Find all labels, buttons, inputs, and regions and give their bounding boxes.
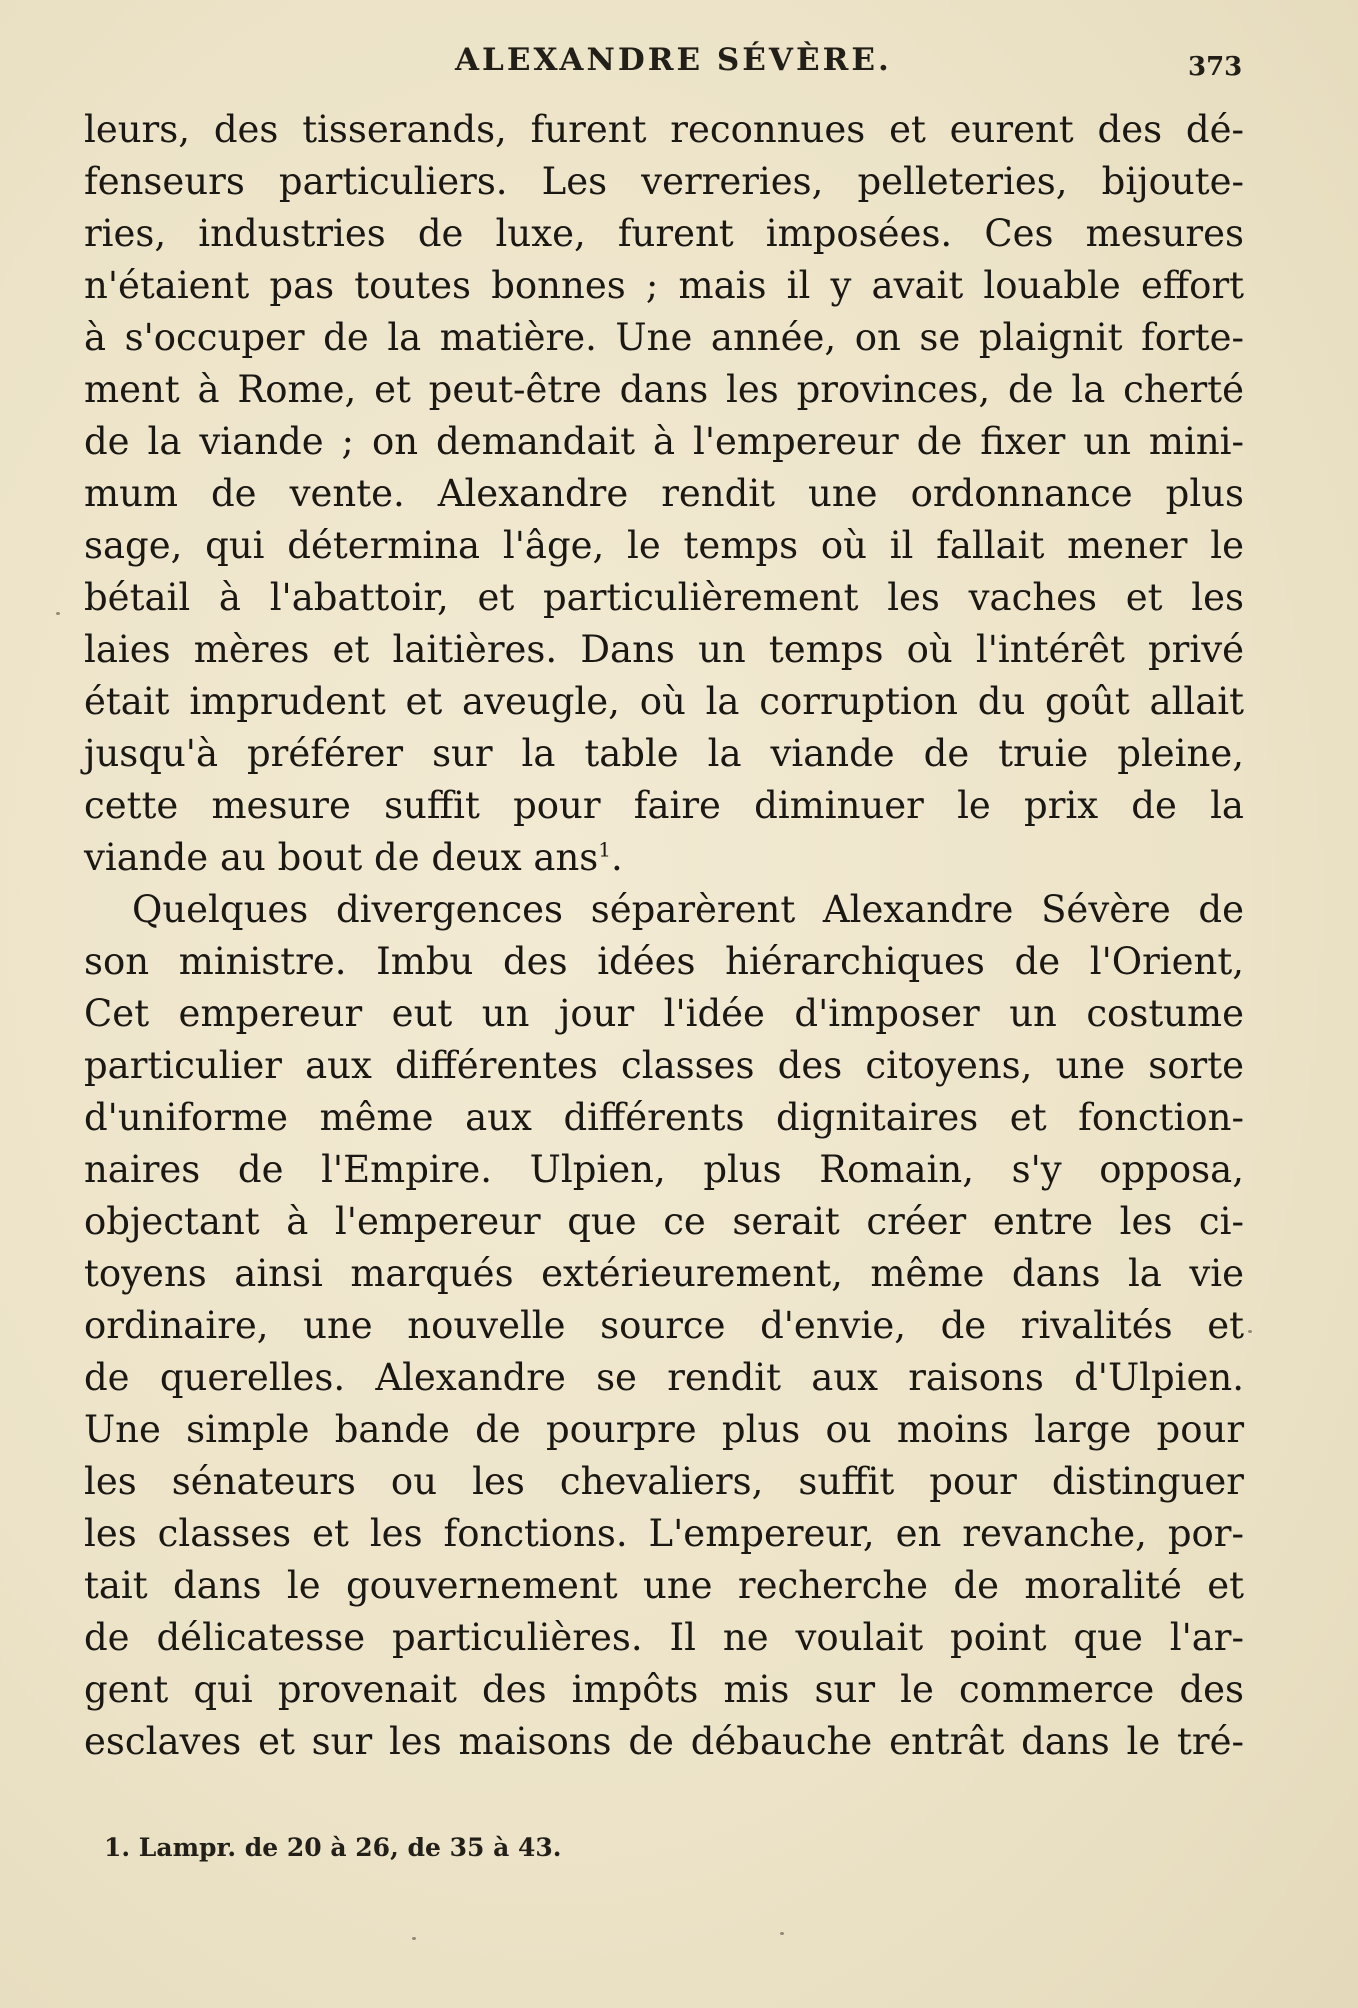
paper-speck: [56, 612, 60, 615]
text-line: naires de l'Empire. Ulpien, plus Romain, s'y opposa,: [84, 1148, 1244, 1191]
footnote: 1. Lampr. de 20 à 26, de 35 à 43.: [104, 1833, 562, 1862]
text-line: Cet empereur eut un jour l'idée d'imposer un costume: [84, 992, 1244, 1035]
page-header: [0, 42, 1358, 92]
paper-speck: [780, 1932, 784, 1935]
text-line: de querelles. Alexandre se rendit aux raisons d'Ulpien.: [84, 1356, 1244, 1399]
text-line: particulier aux différentes classes des citoyens, une sorte: [84, 1044, 1244, 1087]
text-line: esclaves et sur les maisons de débauche entrât dans le tré-: [84, 1720, 1244, 1763]
text-line: son ministre. Imbu des idées hiérarchiques de l'Orient,: [84, 940, 1244, 983]
text-line: les sénateurs ou les chevaliers, suffit pour distinguer: [84, 1460, 1244, 1503]
text-line: jusqu'à préférer sur la table la viande de truie pleine,: [84, 732, 1244, 775]
paragraph-start-line: Quelques divergences séparèrent Alexandre Sévère de: [132, 888, 1244, 931]
text-line: était imprudent et aveugle, où la corruption du goût allait: [84, 680, 1244, 723]
page-number: 373: [1188, 52, 1243, 82]
body-text: [84, 104, 1244, 1768]
text-line: toyens ainsi marqués extérieurement, même dans la vie: [84, 1252, 1244, 1295]
text-line: de délicatesse particulières. Il ne voulait point que l'ar-: [84, 1616, 1244, 1659]
text-line: bétail à l'abattoir, et particulièrement les vaches et les: [84, 576, 1244, 619]
text-line: leurs, des tisserands, furent reconnues et eurent des dé-: [84, 108, 1244, 151]
text-line: ment à Rome, et peut-être dans les provinces, de la cherté: [84, 368, 1244, 411]
text-line: ordinaire, une nouvelle source d'envie, de rivalités et: [84, 1304, 1244, 1347]
text-line: tait dans le gouvernement une recherche de moralité et: [84, 1564, 1244, 1607]
footnote-reference: 1: [598, 837, 612, 862]
text-line: mum de vente. Alexandre rendit une ordonnance plus: [84, 472, 1244, 515]
text-line: Une simple bande de pourpre plus ou moins large pour: [84, 1408, 1244, 1451]
text-line-content: viande au bout de deux ans: [84, 836, 599, 879]
text-line: ries, industries de luxe, furent imposées. Ces mesures: [84, 212, 1244, 255]
running-title: ALEXANDRE SÉVÈRE.: [455, 42, 892, 78]
text-line: fenseurs particuliers. Les verreries, pelleteries, bijoute-: [84, 160, 1244, 203]
text-line: de la viande ; on demandait à l'empereur de fixer un mini-: [84, 420, 1244, 463]
text-line: les classes et les fonctions. L'empereur, en revanche, por-: [84, 1512, 1244, 1555]
text-line: gent qui provenait des impôts mis sur le commerce des: [84, 1668, 1244, 1711]
text-line: cette mesure suffit pour faire diminuer le prix de la: [84, 784, 1244, 827]
text-line: n'étaient pas toutes bonnes ; mais il y avait louable effort: [84, 264, 1244, 307]
text-line: à s'occuper de la matière. Une année, on se plaignit forte-: [84, 316, 1244, 359]
text-line: objectant à l'empereur que ce serait créer entre les ci-: [84, 1200, 1244, 1243]
paragraph-end-line: viande au bout de deux ans$^1$.: [84, 836, 623, 879]
paper-speck: [1248, 1330, 1252, 1333]
text-line: d'uniforme même aux différents dignitaires et fonction-: [84, 1096, 1244, 1139]
text-line: sage, qui détermina l'âge, le temps où il fallait mener le: [84, 524, 1244, 567]
paper-speck: [412, 1937, 416, 1940]
text-line: laies mères et laitières. Dans un temps où l'intérêt privé: [84, 628, 1244, 671]
